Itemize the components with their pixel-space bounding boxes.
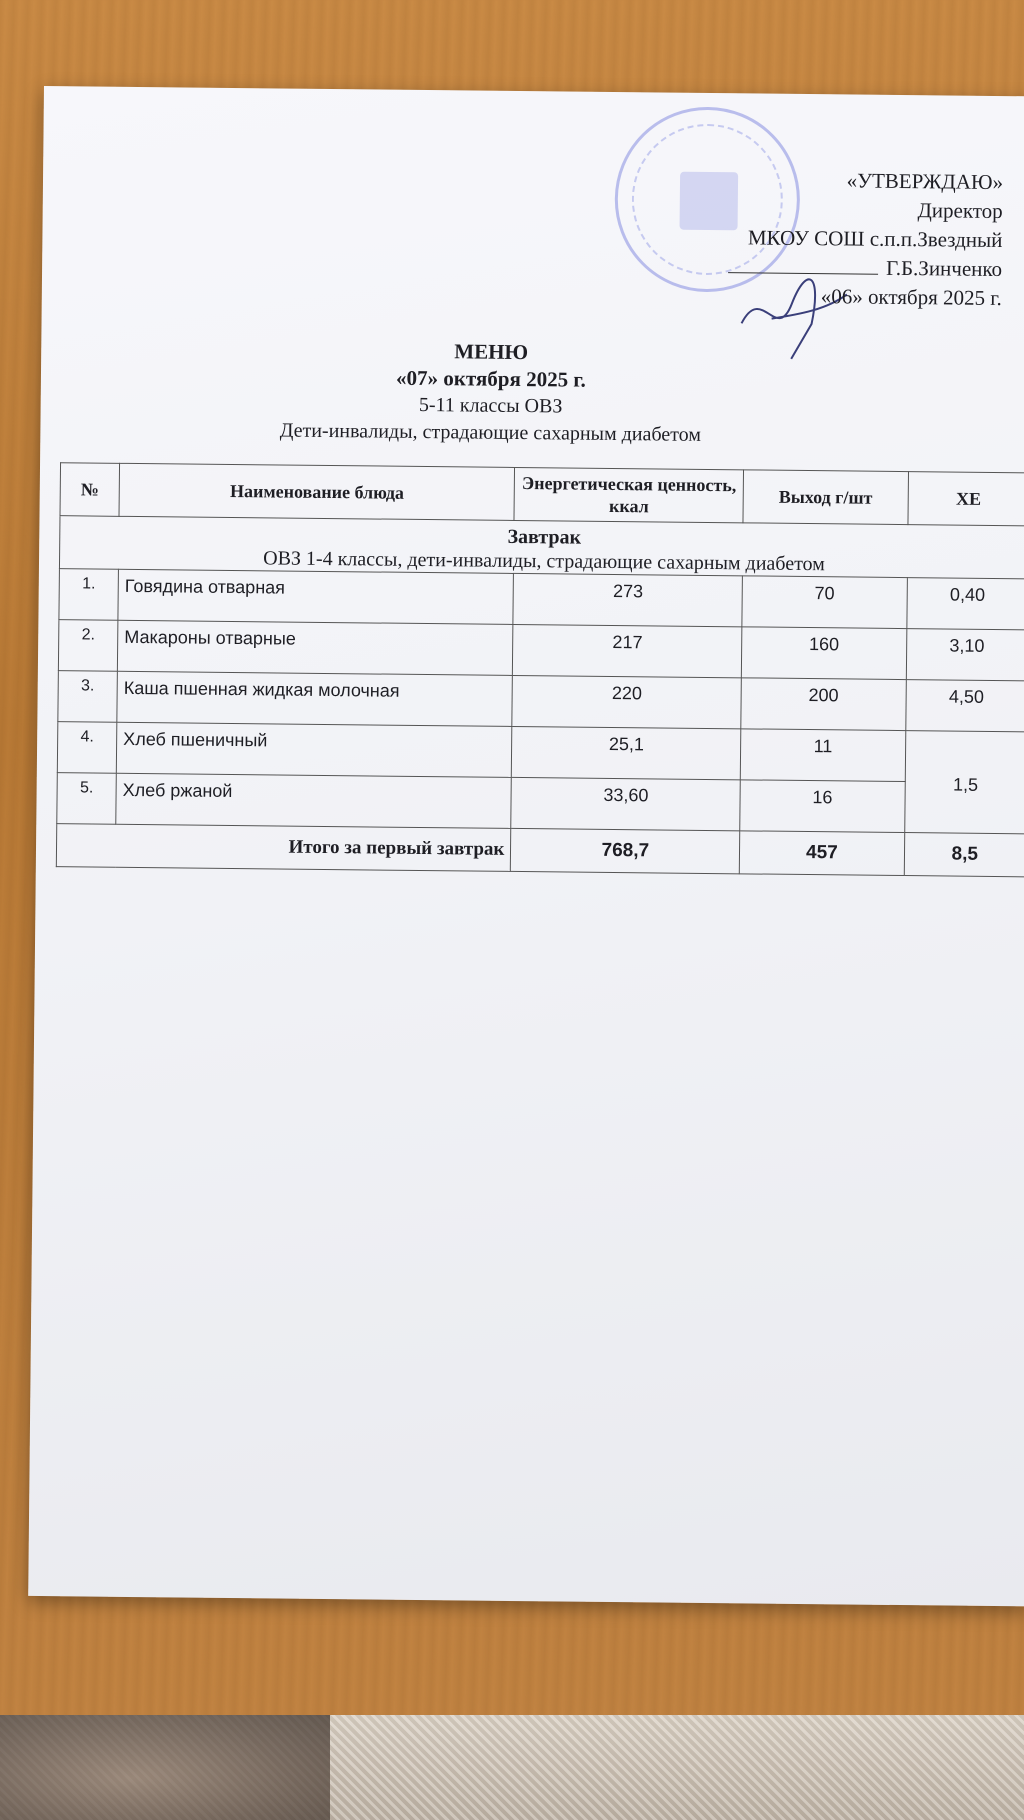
menu-date: «07» октября 2025 г.: [395, 365, 586, 392]
header-output: Выход г/шт: [743, 470, 908, 525]
total-kcal: 768,7: [511, 828, 740, 873]
header-kcal: Энергетическая ценность, ккал: [514, 467, 743, 522]
row-no: 3.: [58, 671, 118, 723]
row-name: Хлеб ржаной: [116, 773, 512, 828]
row-kcal: 25,1: [512, 726, 741, 779]
row-no: 2.: [58, 620, 118, 672]
section-subtitle: ОВЗ 1-4 классы, дети-инвалиды, страдающие сахарным диабетом: [263, 547, 826, 576]
total-label: Итого за первый завтрак: [56, 824, 511, 872]
row-no: 4.: [57, 722, 117, 774]
row-no: 5.: [57, 773, 117, 825]
menu-table: [56, 462, 1024, 877]
menu-heading: [40, 334, 941, 451]
menu-sheet: [28, 86, 1024, 1606]
row-xe-merged: 1,5: [904, 731, 1024, 834]
row-xe: 3,10: [906, 629, 1024, 681]
menu-title: МЕНЮ: [454, 339, 529, 365]
row-kcal: 273: [513, 573, 742, 626]
row-output: 160: [742, 627, 907, 680]
row-xe: 4,50: [905, 680, 1024, 732]
fabric-shadow: [0, 1715, 330, 1820]
header-no: №: [60, 463, 120, 517]
header-name: Наименование блюда: [119, 463, 515, 520]
approval-title: «УТВЕРЖДАЮ»: [846, 168, 1004, 195]
row-no: 1.: [59, 569, 119, 621]
row-name: Хлеб пшеничный: [116, 722, 512, 777]
approval-date: «06» октября 2025 г.: [820, 284, 1002, 311]
total-output: 457: [740, 831, 905, 876]
approval-signer: Г.Б.Зинченко: [885, 255, 1003, 282]
row-xe: 0,40: [906, 578, 1024, 630]
row-name: Говядина отварная: [118, 569, 514, 624]
row-output: 16: [740, 780, 905, 833]
menu-grades: 5-11 классы ОВЗ: [418, 393, 563, 418]
approval-block: [728, 165, 1004, 313]
section-title: Завтрак: [507, 525, 582, 549]
row-output: 70: [742, 576, 907, 629]
menu-group: Дети-инвалиды, страдающие сахарным диабетом: [279, 419, 702, 446]
row-output: 200: [741, 678, 906, 731]
signature-line: [728, 272, 878, 275]
total-row: [56, 824, 1024, 877]
row-output: 11: [740, 729, 905, 782]
row-name: Каша пшенная жидкая молочная: [117, 671, 513, 726]
total-xe: 8,5: [904, 833, 1024, 877]
approval-organization: МКОУ СОШ с.п.п.Звездный: [747, 225, 1003, 253]
row-kcal: 220: [512, 675, 741, 728]
approval-position: Директор: [917, 198, 1003, 224]
header-xe: ХЕ: [908, 472, 1024, 526]
row-kcal: 33,60: [511, 777, 740, 830]
row-kcal: 217: [513, 624, 742, 677]
approval-signer-line: [728, 252, 1002, 284]
row-name: Макароны отварные: [117, 620, 513, 675]
